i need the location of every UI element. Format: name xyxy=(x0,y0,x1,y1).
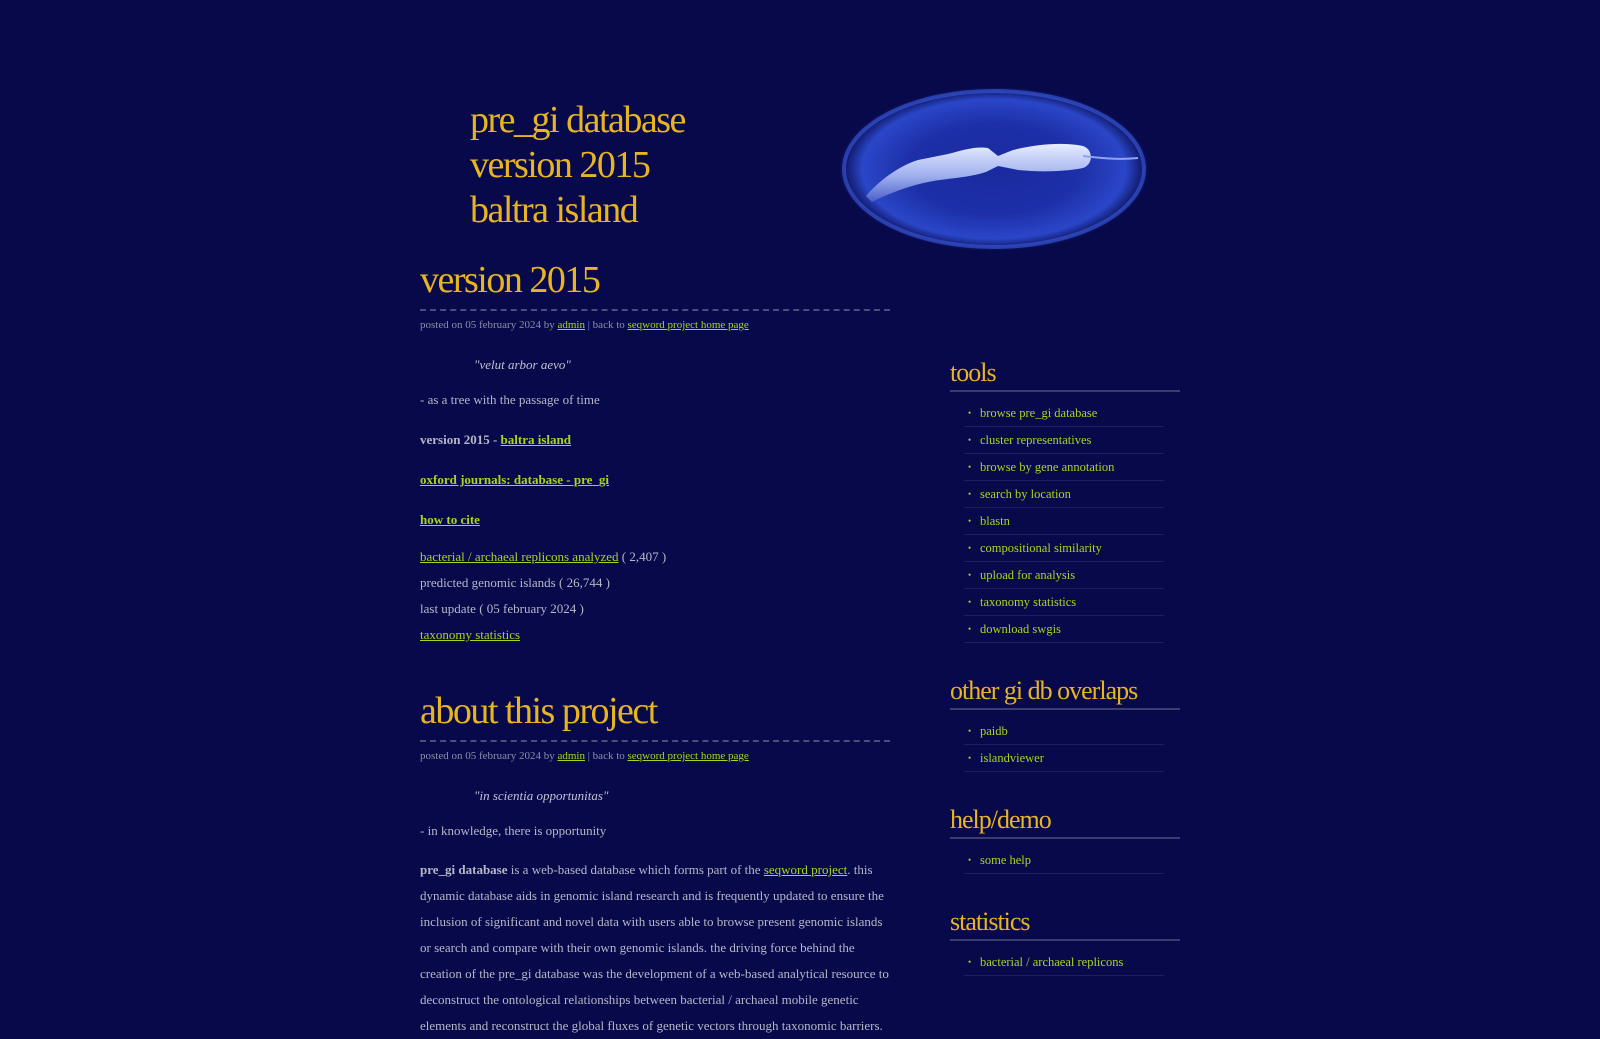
sidebar-item-label: taxonomy statistics xyxy=(980,595,1077,609)
sidebar-item-label: download swgis xyxy=(980,622,1061,636)
how-to-cite-link[interactable]: how to cite xyxy=(420,512,480,527)
sidebar-item-islandviewer[interactable] xyxy=(964,745,1164,772)
replicons-line xyxy=(420,544,890,570)
about-paragraph xyxy=(420,857,890,1039)
bullet-icon: • xyxy=(968,855,972,865)
main-content xyxy=(420,255,890,1039)
bullet-icon: • xyxy=(968,624,972,634)
sidebar-item-label: browse pre_gi database xyxy=(980,406,1098,420)
author-link[interactable]: admin xyxy=(557,319,585,331)
oxford-journals-link[interactable]: oxford journals: database - pre_gi xyxy=(420,472,609,487)
site-title-line-2: version 2015 xyxy=(470,144,650,186)
bullet-icon: • xyxy=(968,597,972,607)
tools-list xyxy=(964,400,1164,643)
bullet-icon: • xyxy=(968,435,972,445)
version-label: version 2015 - xyxy=(420,432,498,447)
site-title-line-3: baltra island xyxy=(470,189,638,231)
sidebar-item-label: bacterial / archaeal replicons xyxy=(980,955,1124,969)
sidebar-heading: other gi db overlaps xyxy=(950,676,1180,710)
sidebar-item-replicons[interactable] xyxy=(964,949,1164,976)
bacterium-header-image xyxy=(838,86,1150,252)
replicons-analyzed-link[interactable]: bacterial / archaeal replicons analyzed xyxy=(420,549,619,564)
sidebar-heading: statistics xyxy=(950,907,1180,941)
posted-text: posted on 05 february 2024 by xyxy=(420,319,555,331)
sidebar xyxy=(950,358,1180,976)
post-title[interactable]: version 2015 xyxy=(420,255,890,311)
sidebar-item-label: search by location xyxy=(980,487,1071,501)
bullet-icon: • xyxy=(968,543,972,553)
back-to-text: | back to xyxy=(587,319,625,331)
sidebar-item-some-help[interactable] xyxy=(964,847,1164,874)
post-version-2015 xyxy=(420,255,890,648)
home-page-link[interactable]: seqword project home page xyxy=(627,750,749,762)
posted-text: posted on 05 february 2024 by xyxy=(420,750,555,762)
sidebar-item-blastn[interactable] xyxy=(964,508,1164,535)
sidebar-item-label: browse by gene annotation xyxy=(980,460,1115,474)
bullet-icon: • xyxy=(968,489,972,499)
sidebar-section-tools xyxy=(950,358,1180,643)
sidebar-item-browse-by-gene[interactable] xyxy=(964,454,1164,481)
post-title[interactable]: about this project xyxy=(420,686,890,742)
site-title-line-1: pre_gi database xyxy=(470,99,685,141)
motto-quote: "in scientia opportunitas" xyxy=(474,788,609,803)
sidebar-section-statistics xyxy=(950,907,1180,976)
sidebar-item-upload[interactable] xyxy=(964,562,1164,589)
bullet-icon: • xyxy=(968,516,972,526)
bullet-icon: • xyxy=(968,753,972,763)
motto-quote: "velut arbor aevo" xyxy=(474,357,571,372)
taxonomy-statistics-link[interactable]: taxonomy statistics xyxy=(420,627,521,642)
sidebar-item-label: some help xyxy=(980,853,1032,867)
bullet-icon: • xyxy=(968,957,972,967)
post-meta xyxy=(420,319,890,331)
baltra-island-link[interactable]: baltra island xyxy=(500,432,571,447)
help-list xyxy=(964,847,1164,874)
overlaps-list xyxy=(964,718,1164,772)
sidebar-item-cluster-representatives[interactable] xyxy=(964,427,1164,454)
sidebar-item-search-by-location[interactable] xyxy=(964,481,1164,508)
back-to-text: | back to xyxy=(587,750,625,762)
taxonomy-line xyxy=(420,622,890,648)
author-link[interactable]: admin xyxy=(557,750,585,762)
bullet-icon: • xyxy=(968,462,972,472)
version-line xyxy=(420,432,890,448)
sidebar-heading: help/demo xyxy=(950,805,1180,839)
motto-translation: - as a tree with the passage of time xyxy=(420,392,600,407)
sidebar-section-overlaps xyxy=(950,676,1180,772)
islands-line: predicted genomic islands ( 26,744 ) xyxy=(420,575,610,590)
last-update-line: last update ( 05 february 2024 ) xyxy=(420,601,584,616)
cite-line xyxy=(420,512,890,528)
sidebar-section-help xyxy=(950,805,1180,874)
bullet-icon: • xyxy=(968,726,972,736)
sidebar-item-label: upload for analysis xyxy=(980,568,1076,582)
bullet-icon: • xyxy=(968,570,972,580)
site-title xyxy=(470,98,685,233)
journal-line xyxy=(420,472,890,488)
stats-block xyxy=(420,544,890,648)
sidebar-item-label: paidb xyxy=(980,724,1008,738)
sidebar-item-label: compositional similarity xyxy=(980,541,1102,555)
bullet-icon: • xyxy=(968,408,972,418)
statistics-list xyxy=(964,949,1164,976)
motto-translation: - in knowledge, there is opportunity xyxy=(420,823,607,838)
replicons-count: ( 2,407 ) xyxy=(621,549,667,564)
database-name: pre_gi database xyxy=(420,862,508,877)
home-page-link[interactable]: seqword project home page xyxy=(627,319,749,331)
sidebar-item-label: islandviewer xyxy=(980,751,1044,765)
sidebar-item-paidb[interactable] xyxy=(964,718,1164,745)
post-about-project xyxy=(420,686,890,1039)
about-text-2: . this dynamic database aids in genomic island research and is frequently updated to ensure the inclusion of significant and novel data with users able to browse present genomic islands or search and compare with their own genomic islands. the driving force behind the creation of the pre_gi database was the development of a web-based analytical resource to deconstruct the ontological relationships between bacterial / archaeal mobile genetic elements and reconstruct the global fluxes of genetic vectors through taxonomic barriers. xyxy=(420,862,889,1033)
seqword-project-link[interactable]: seqword project xyxy=(763,862,848,877)
sidebar-item-taxonomy-statistics[interactable] xyxy=(964,589,1164,616)
sidebar-item-label: cluster representatives xyxy=(980,433,1092,447)
sidebar-item-browse-database[interactable] xyxy=(964,400,1164,427)
about-text-1: is a web-based database which forms part of the xyxy=(507,862,764,877)
sidebar-item-download-swgis[interactable] xyxy=(964,616,1164,643)
post-meta xyxy=(420,750,890,762)
sidebar-item-label: blastn xyxy=(980,514,1010,528)
sidebar-item-compositional-similarity[interactable] xyxy=(964,535,1164,562)
sidebar-heading: tools xyxy=(950,358,1180,392)
